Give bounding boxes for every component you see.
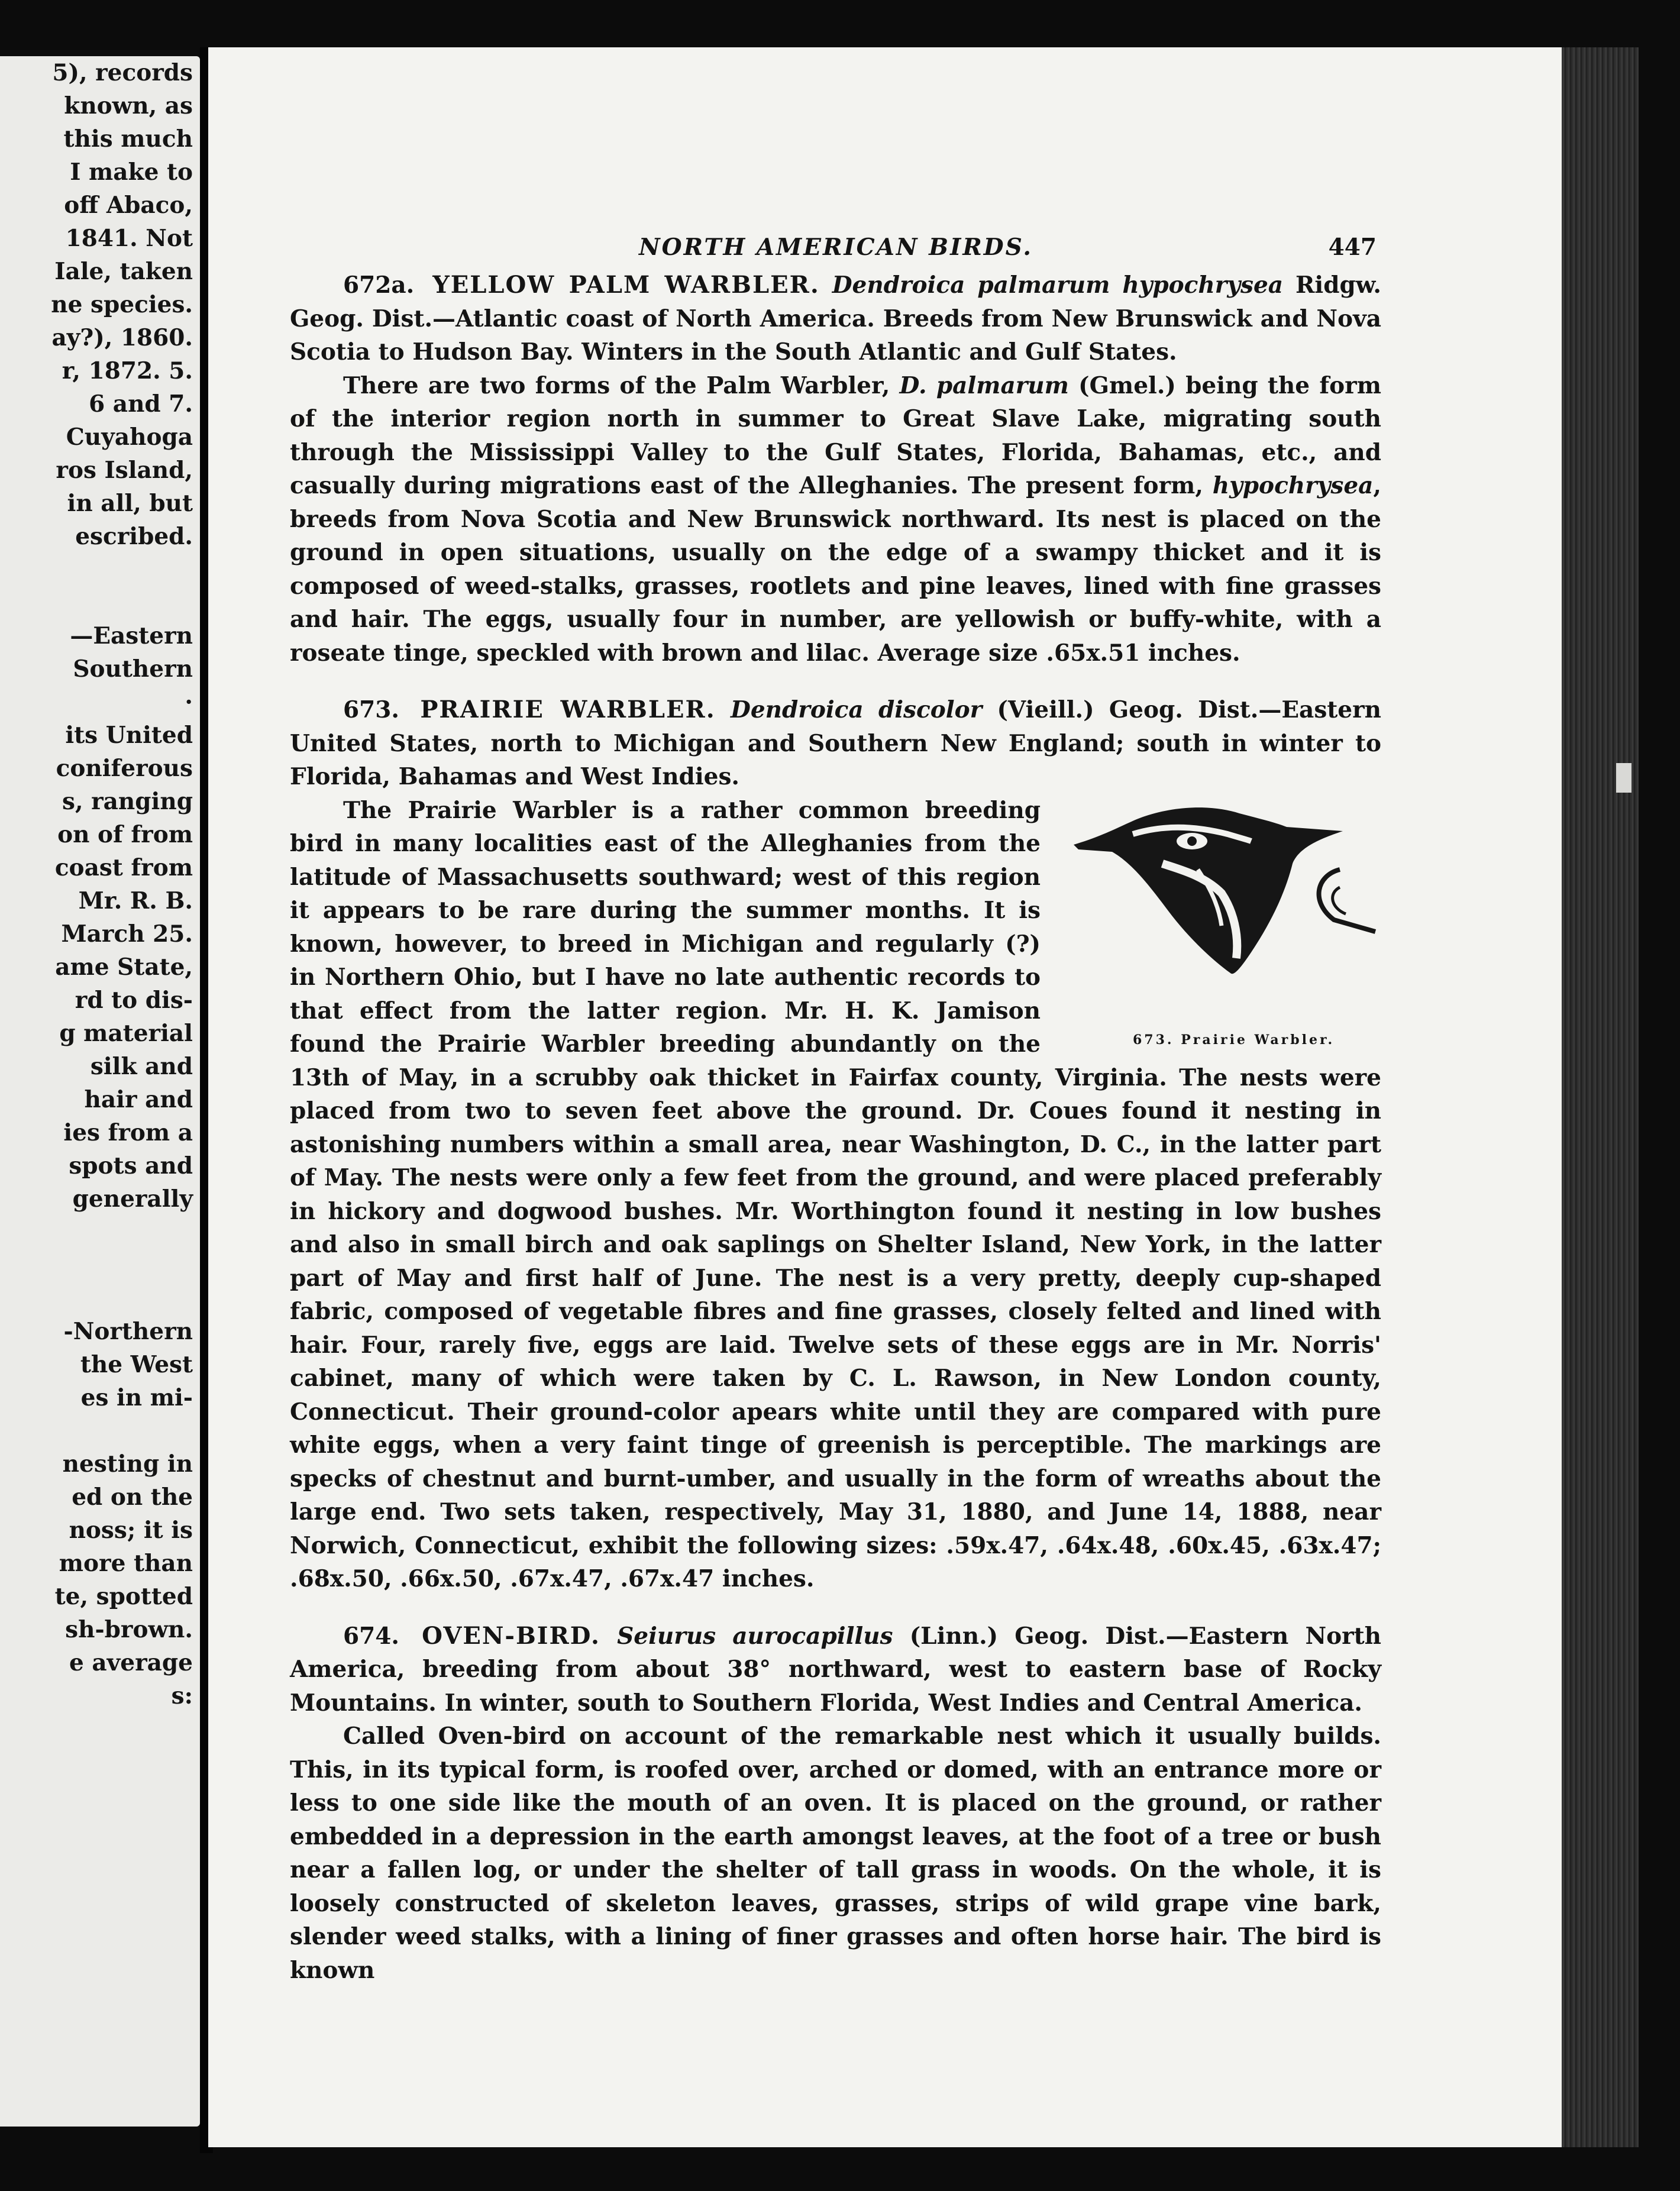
page-number: 447 bbox=[1328, 234, 1377, 261]
facing-page-line: te, spotted bbox=[54, 1583, 193, 1610]
facing-page-line: known, as bbox=[64, 92, 193, 119]
facing-page-line: ros Island, bbox=[56, 457, 193, 484]
entry-674-heading bbox=[290, 1620, 1381, 1720]
facing-page-line bbox=[51, 1216, 193, 1249]
facing-page-line: this much bbox=[63, 125, 193, 153]
running-head-title: NORTH AMERICAN BIRDS. bbox=[639, 234, 1033, 261]
facing-page-line: ed on the bbox=[72, 1484, 193, 1511]
facing-page-line: -Northern bbox=[63, 1318, 193, 1345]
facing-page-line: Southern bbox=[73, 655, 193, 683]
facing-page-line: silk and bbox=[90, 1053, 193, 1080]
entry-number: 672a. bbox=[343, 272, 415, 299]
species-name: YELLOW PALM WARBLER. bbox=[432, 271, 820, 299]
page-edges bbox=[1562, 47, 1639, 2147]
facing-page-line: in all, but bbox=[67, 490, 193, 517]
facing-page-line: 6 and 7. bbox=[89, 390, 193, 418]
authority: Ridgw. bbox=[1295, 272, 1381, 299]
facing-page-line: coast from bbox=[54, 854, 193, 881]
facing-page-line bbox=[51, 1282, 193, 1315]
facing-page-line bbox=[51, 1249, 193, 1282]
entry-672a-paragraph bbox=[290, 369, 1381, 670]
bird-head-icon bbox=[1062, 799, 1381, 1017]
entry-673-paragraph bbox=[290, 794, 1381, 1596]
facing-page-line: more than bbox=[59, 1550, 193, 1577]
scientific-name: Dendroica discolor bbox=[731, 696, 983, 723]
facing-page-line bbox=[51, 553, 193, 586]
facing-page-line: ame State, bbox=[55, 954, 193, 981]
facing-page-line: on of from bbox=[57, 821, 193, 848]
facing-page-line: Iale, taken bbox=[54, 258, 193, 285]
entry-674-paragraph bbox=[290, 1720, 1381, 1987]
scientific-name: hypochrysea bbox=[1212, 472, 1374, 499]
facing-page-line: nesting in bbox=[62, 1450, 193, 1478]
facing-page-line: r, 1872. 5. bbox=[62, 357, 193, 384]
entry-673-heading bbox=[290, 693, 1381, 794]
facing-page-line: ies from a bbox=[63, 1119, 193, 1146]
scientific-name: D. palmarum bbox=[899, 371, 1069, 399]
species-name: PRAIRIE WARBLER. bbox=[420, 696, 716, 723]
distribution: Geog. Dist.—Atlantic coast of North America. Breeds from New Brunswick and Nova Scotia to Hudson Bay. Winters in the South Atlantic and Gulf States. bbox=[290, 305, 1381, 366]
facing-page-line: sh-brown. bbox=[65, 1616, 193, 1643]
facing-page-line: off Abaco, bbox=[64, 192, 193, 219]
facing-page-line: escribed. bbox=[75, 523, 193, 550]
text: There are two forms of the Palm Warbler, bbox=[343, 371, 900, 399]
entry-672a-heading bbox=[290, 269, 1381, 369]
facing-page-line: s: bbox=[171, 1682, 193, 1710]
scientific-name: Seiurus aurocapillus bbox=[617, 1622, 893, 1650]
facing-page-line: generally bbox=[72, 1185, 193, 1213]
prairie-warbler-illustration bbox=[1062, 799, 1381, 1053]
text: , breeds from Nova Scotia and New Brunswick northward. Its nest is placed on the ground in open situations, usually on the edge of a swampy thicket and it is composed of weed-stalks, grasses, rootlets and pine leaves, lined with fine grasses and hair. The eggs, usually four in number, are yellowish or buffy-white, with a roseate tinge, speckled with brown and lilac. Average size .65x.51 inches. bbox=[290, 472, 1381, 667]
facing-page-line: ay?), 1860. bbox=[51, 324, 193, 351]
facing-page-line: es in mi- bbox=[80, 1384, 193, 1411]
facing-page-line: e average bbox=[69, 1649, 193, 1676]
facing-page-line: the West bbox=[80, 1351, 193, 1378]
authority-distribution: (Linn.) Geog. Dist.—Eastern North America, breeding from about 38° northward, west to eastern base of Rocky Mountains. In winter, south to Southern Florida, West Indies and Central America. bbox=[290, 1622, 1382, 1717]
facing-page-line: Mr. R. B. bbox=[78, 887, 193, 914]
facing-page bbox=[0, 56, 200, 2127]
facing-page-line: I make to bbox=[70, 159, 193, 186]
facing-page-line: rd to dis- bbox=[75, 987, 193, 1014]
facing-page-line: —Eastern bbox=[70, 622, 193, 649]
facing-page-line: Cuyahoga bbox=[66, 424, 193, 451]
facing-page-line: 5), records bbox=[52, 59, 193, 86]
facing-page-line bbox=[51, 1414, 193, 1447]
text: Called Oven-bird on account of the remarkable nest which it usually builds. This, in its typical form, is roofed over, arched or domed, with an entrance more or less to one side like the mouth of an oven. It is placed on the ground, or rather embedded in a depression in the earth amongst leaves, at the foot of a tree or bush near a fallen log, or under the shelter of tall grass in woods. On the whole, it is loosely constructed of skeleton leaves, grasses, strips of wild grape vine bark, slender weed stalks, with a lining of finer grasses and often horse hair. The bird is known bbox=[290, 1723, 1381, 1984]
running-head bbox=[290, 231, 1381, 269]
entry-number: 674. bbox=[343, 1622, 399, 1650]
facing-page-text bbox=[51, 56, 193, 1712]
facing-page-line: spots and bbox=[69, 1152, 193, 1179]
edge-tab bbox=[1616, 763, 1631, 793]
facing-page-line: March 25. bbox=[61, 920, 193, 948]
facing-page-line bbox=[51, 586, 193, 619]
facing-page-line: g material bbox=[59, 1020, 193, 1047]
authority-distribution: (Vieill.) Geog. Dist.—Eastern United States, north to Michigan and Southern New England; south in winter to Florida, Bahamas and West Indies. bbox=[290, 696, 1382, 790]
scientific-name: Dendroica palmarum hypochrysea bbox=[832, 272, 1284, 299]
facing-page-line: its United bbox=[65, 722, 193, 749]
text: The Prairie Warbler is a rather common breeding bird in many localities east of the Alleghanies from the latitude of Massachusetts southward; west of this region it appears to be rare during the summer months. It is known, however, to breed in Michigan and regularly (?) in Northern Ohio, but I have no late authentic records to that effect from the latter region. Mr. H. K. Jamison found the Prairie Warbler breeding abundantly on the 13th of May, in a scrubby oak thicket in Fairfax county, Virginia. The nests were placed from two to seven feet above the ground. Dr. Coues found it nesting in astonishing numbers within a small area, near Washington, D. C., in the latter part of May. The nests were only a few feet from the ground, and were placed preferably in hickory and dogwood bushes. Mr. Worthington found it nesting in low bushes and also in small birch and oak saplings on Shelter Island, New York, in the latter part of May and first half of June. The nest is a very pretty, deeply cup-shaped fabric, composed of vegetable fibres and fine grasses, closely felted and lined with hair. Four, rarely five, eggs are laid. Twelve sets of these eggs are in Mr. Norris' cabinet, many of which were taken by C. L. Rawson, in New London county, Connecticut. Their ground-color apears white until they are compared with pure white eggs, when a very faint tinge of greenish is perceptible. The markings are specks of chestnut and burnt-umber, and usually in the form of wreaths about the large end. Two sets taken, respectively, May 31, 1880, and June 14, 1888, near Norwich, Connecticut, exhibit the following sizes: .59x.47, .64x.48, .60x.45, .63x.47; .68x.50, .66x.50, .67x.47, .67x.47 inches. bbox=[290, 796, 1381, 1592]
figure-caption: 673. Prairie Warbler. bbox=[1133, 1032, 1335, 1048]
species-name: OVEN-BIRD. bbox=[422, 1621, 600, 1650]
facing-page-line: hair and bbox=[84, 1086, 193, 1113]
facing-page-line: 1841. Not bbox=[65, 225, 193, 252]
facing-page-line: ne species. bbox=[51, 291, 193, 318]
page-content bbox=[290, 231, 1381, 1987]
text: (Gmel.) being the form of the interior region north in summer to Great Slave Lake, migrating south through the Mississippi Valley to the Gulf States, Florida, Bahamas, etc., and casually during migrations east of the Alleghanies. The present form, bbox=[290, 371, 1381, 499]
facing-page-line: noss; it is bbox=[69, 1517, 193, 1544]
facing-page-line: · bbox=[185, 689, 193, 716]
entry-number: 673. bbox=[343, 696, 399, 723]
facing-page-line: coniferous bbox=[56, 755, 193, 782]
facing-page-line: s, ranging bbox=[62, 788, 193, 815]
